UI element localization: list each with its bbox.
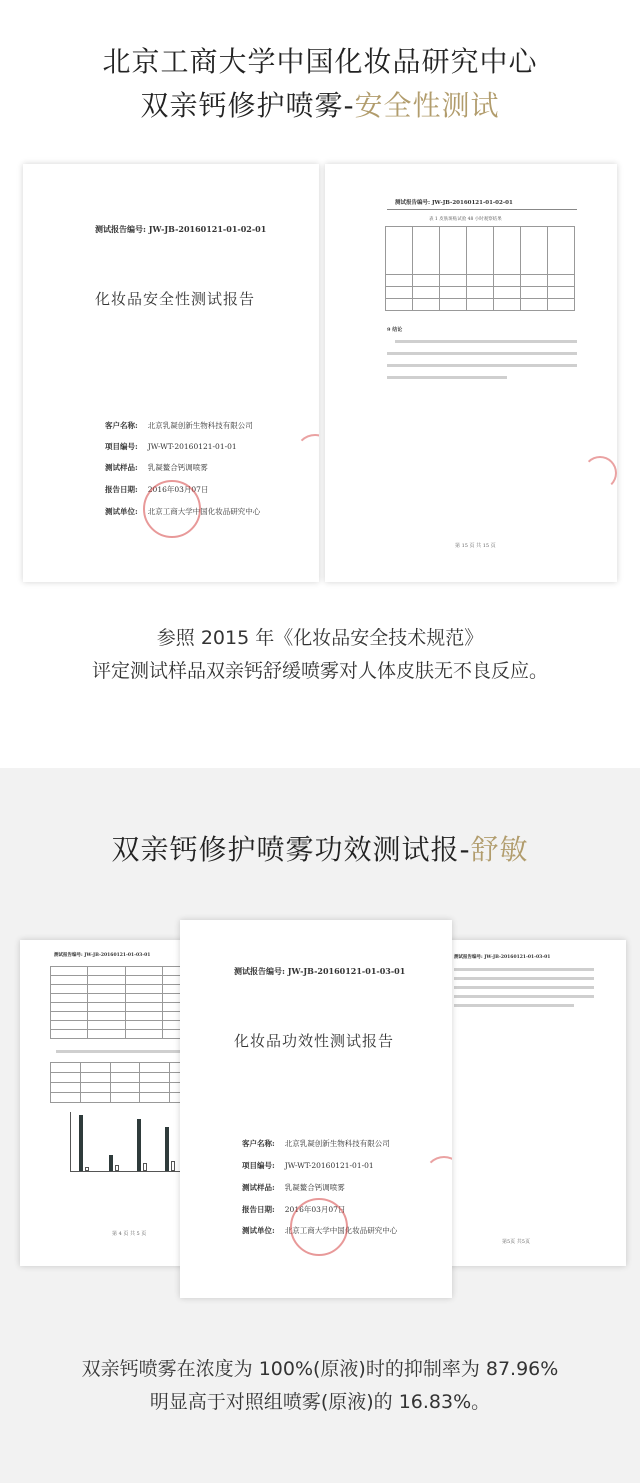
text-line — [454, 977, 594, 980]
safety-report-cover — [23, 164, 319, 582]
chart-bar — [171, 1161, 175, 1171]
efficacy-caption-line1: 双亲钙喷雾在浓度为 100%(原液)时的抑制率为 87.96% — [81, 1358, 559, 1380]
page-number: 第 4 页 共 5 页 — [112, 1231, 147, 1237]
report-title: 化妆品功效性测试报告 — [234, 1032, 395, 1050]
section-title-accent: 舒敏 — [470, 833, 529, 866]
page-number: 第 15 页 共 15 页 — [455, 543, 496, 549]
text-line — [454, 1004, 574, 1007]
section-title — [0, 828, 640, 868]
field-sample: 测试样品: 乳凝鳌合钙调喷雾 — [242, 1183, 345, 1192]
report-number: 测试报告编号: JW-JB-20160121-01-02-01 — [95, 224, 267, 234]
section-title-main: 双亲钙修护喷雾- — [140, 89, 355, 122]
text-line — [56, 1050, 196, 1053]
text-line — [395, 340, 577, 343]
text-line — [454, 986, 594, 989]
chart-bar — [85, 1167, 89, 1171]
header-rule — [387, 209, 577, 210]
seal-edge-stamp — [295, 434, 319, 474]
page-number: 第5页 共5页 — [502, 1239, 530, 1245]
field-unit: 测试单位: 北京工商大学中国化妆品研究中心 — [105, 507, 261, 516]
bar-chart — [70, 1112, 190, 1172]
section-title-main: 双亲钙修护喷雾功效测试报- — [111, 833, 471, 866]
data-table — [50, 966, 200, 1039]
field-date: 报告日期: 2016年03月07日 — [105, 485, 209, 494]
section-title-line2 — [0, 84, 640, 124]
chart-bar — [165, 1127, 169, 1171]
report-title: 化妆品安全性测试报告 — [95, 290, 256, 308]
section-title-line1: 北京工商大学中国化妆品研究中心 — [102, 45, 538, 78]
report-number: 测试报告编号: JW-JB-20160121-01-03-01 — [454, 955, 551, 960]
safety-caption-line2: 评定测试样品双亲钙舒缓喷雾对人体皮肤无不良反应。 — [91, 660, 548, 682]
chart-bar — [137, 1119, 141, 1171]
field-project: 项目编号: JW-WT-20160121-01-01 — [105, 442, 237, 451]
report-number: 测试报告编号: JW-JB-20160121-01-02-01 — [395, 200, 513, 206]
chart-bar — [143, 1163, 147, 1171]
chart-bar — [115, 1165, 119, 1171]
section-title-accent: 安全性测试 — [354, 89, 500, 122]
field-unit: 测试单位: 北京工商大学中国化妆品研究中心 — [242, 1226, 398, 1235]
seal-edge-stamp — [424, 1156, 452, 1196]
red-seal-stamp — [290, 1198, 348, 1256]
efficacy-caption-line2: 明显高于对照组喷雾(原液)的 16.83%。 — [149, 1391, 491, 1413]
text-line — [454, 968, 594, 971]
safety-report-result-page — [325, 164, 617, 582]
inhibition-table — [50, 1062, 200, 1103]
table-title: 表 1 皮肤斑贴试验 48 小时观察结果 — [429, 217, 502, 222]
conclusion-heading: 9 结论 — [387, 327, 403, 333]
safety-caption-line1: 参照 2015 年《化妆品安全技术规范》 — [156, 627, 484, 649]
field-date: 报告日期: 2016年03月07日 — [242, 1205, 346, 1214]
report-number: 测试报告编号: JW-JB-20160121-01-03-01 — [54, 953, 151, 958]
efficacy-report-cover — [180, 920, 452, 1298]
chart-bar — [109, 1155, 113, 1171]
text-line — [387, 352, 577, 355]
field-project: 项目编号: JW-WT-20160121-01-01 — [242, 1161, 374, 1170]
efficacy-report-conclusion-page — [444, 940, 626, 1266]
text-line — [387, 364, 577, 367]
red-seal-stamp — [143, 480, 201, 538]
efficacy-test-section — [0, 768, 640, 1483]
report-number: 测试报告编号: JW-JB-20160121-01-03-01 — [234, 966, 406, 976]
text-line — [387, 376, 507, 379]
text-line — [454, 995, 594, 998]
field-client: 客户名称: 北京乳凝创新生物科技有限公司 — [242, 1139, 390, 1148]
field-client: 客户名称: 北京乳凝创新生物科技有限公司 — [105, 421, 253, 430]
chart-bar — [79, 1115, 83, 1171]
field-sample: 测试样品: 乳凝鳌合钙调喷雾 — [105, 463, 208, 472]
patch-test-table — [385, 226, 575, 311]
seal-edge-stamp — [583, 456, 617, 490]
